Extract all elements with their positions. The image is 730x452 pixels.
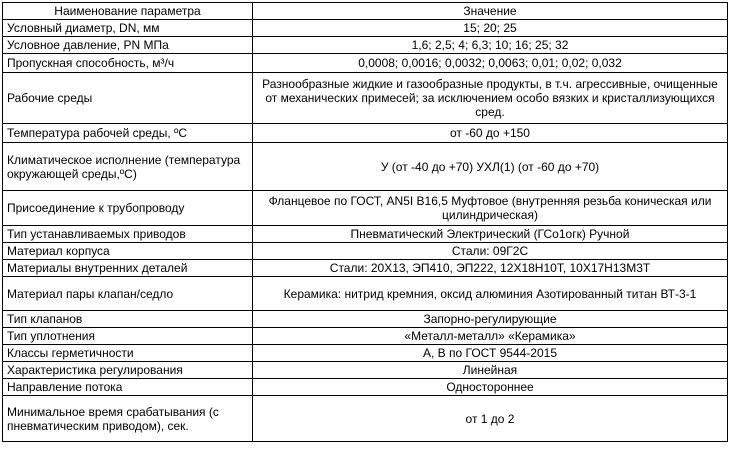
value-cell: Стали: 20Х13, ЭП410, ЭП222, 12Х18Н10Т, 10Х17Н13М3Т <box>253 260 728 277</box>
table-body <box>3 20 728 442</box>
table-row <box>3 54 728 73</box>
param-cell: Минимальное время срабатывания (с пневматическим приводом), сек. <box>3 396 253 442</box>
param-cell: Тип уплотнения <box>3 328 253 345</box>
table-row <box>3 396 728 442</box>
value-cell: Фланцевое по ГОСТ, AN5I В16,5 Муфтовое (внутренняя резьба коническая или цилиндрическая) <box>253 191 728 226</box>
value-cell: Керамика: нитрид кремния, оксид алюминия Азотированный титан ВТ-3-1 <box>253 277 728 311</box>
table-row <box>3 124 728 143</box>
table-row <box>3 20 728 37</box>
table-header <box>3 3 728 20</box>
table-row <box>3 37 728 54</box>
param-cell: Тип устанавливаемых приводов <box>3 226 253 243</box>
value-cell: от 1 до 2 <box>253 396 728 442</box>
value-cell: 1,6; 2,5; 4; 6,3; 10; 16; 25; 32 <box>253 37 728 54</box>
param-cell: Материал пары клапан/седло <box>3 277 253 311</box>
param-cell: Условный диаметр, DN, мм <box>3 20 253 37</box>
param-cell: Температура рабочей среды, ºС <box>3 124 253 143</box>
value-cell: У (от -40 до +70) УХЛ(1) (от -60 до +70) <box>253 143 728 191</box>
param-cell: Тип клапанов <box>3 311 253 328</box>
param-cell: Материалы внутренних деталей <box>3 260 253 277</box>
table-row <box>3 328 728 345</box>
value-cell: Разнообразные жидкие и газообразные продукты, в т.ч. агрессивные, очищенные от механических примесей; за исключением особо вязких и кристаллизующихся сред. <box>253 73 728 124</box>
value-cell: Линейная <box>253 362 728 379</box>
table-row <box>3 73 728 124</box>
header-param: Наименование параметра <box>3 3 253 20</box>
value-cell: 0,0008; 0,0016; 0,0032; 0,0063; 0,01; 0,02; 0,032 <box>253 54 728 73</box>
param-cell: Направление потока <box>3 379 253 396</box>
header-value: Значение <box>253 3 728 20</box>
table-row <box>3 191 728 226</box>
value-cell: Одностороннее <box>253 379 728 396</box>
value-cell: 15; 20; 25 <box>253 20 728 37</box>
value-cell: А, В по ГОСТ 9544-2015 <box>253 345 728 362</box>
value-cell: Пневматический Электрический (ГСо1огк) Ручной <box>253 226 728 243</box>
param-cell: Присоединение к трубопроводу <box>3 191 253 226</box>
param-cell: Характеристика регулирования <box>3 362 253 379</box>
param-cell: Климатическое исполнение (температура окружающей среды,ºС) <box>3 143 253 191</box>
specs-table <box>2 2 728 442</box>
param-cell: Материал корпуса <box>3 243 253 260</box>
table-row <box>3 243 728 260</box>
param-cell: Классы герметичности <box>3 345 253 362</box>
param-cell: Рабочие среды <box>3 73 253 124</box>
table-row <box>3 311 728 328</box>
table-row <box>3 277 728 311</box>
value-cell: от -60 до +150 <box>253 124 728 143</box>
table-row <box>3 143 728 191</box>
value-cell: Запорно-регулирующие <box>253 311 728 328</box>
table-row <box>3 379 728 396</box>
table-row <box>3 362 728 379</box>
table-row <box>3 345 728 362</box>
value-cell: Стали: 09Г2С <box>253 243 728 260</box>
value-cell: «Металл-металл» «Керамика» <box>253 328 728 345</box>
table-row <box>3 260 728 277</box>
table-row <box>3 226 728 243</box>
header-row <box>3 3 728 20</box>
param-cell: Пропускная способность, м³/ч <box>3 54 253 73</box>
param-cell: Условное давление, PN МПа <box>3 37 253 54</box>
